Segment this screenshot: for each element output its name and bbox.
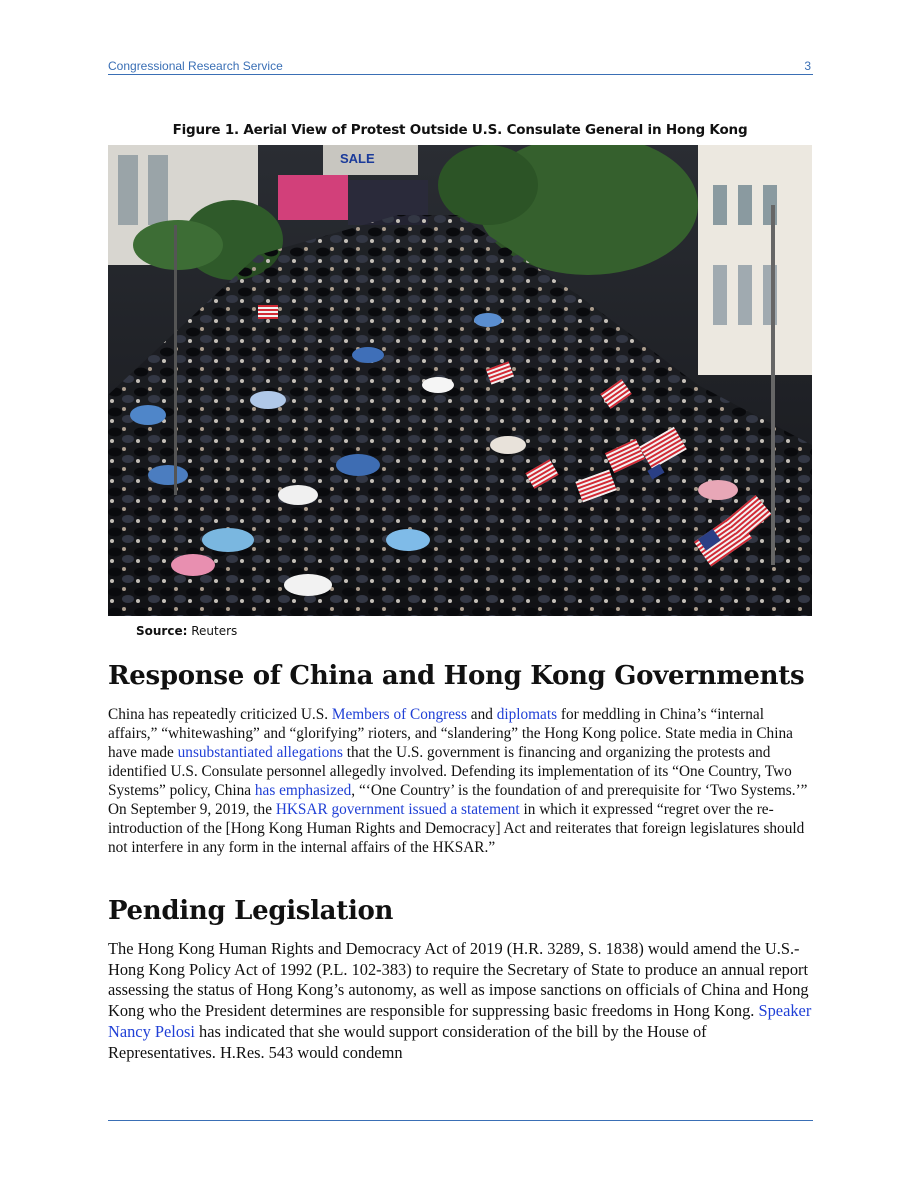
source-label: Source: xyxy=(136,624,188,638)
text-run: for meddling in China’s “internal affairs,” “whitewashing” and “glorifying” rioters, and “slandering” the Hong Kong police. State media in China have made xyxy=(108,706,793,761)
text-run: China has repeatedly criticized U.S. xyxy=(108,706,332,723)
header-organization: Congressional Research Service xyxy=(108,59,283,73)
link-has-emphasized[interactable]: has emphasized xyxy=(254,782,352,799)
figure-source xyxy=(136,624,237,638)
link-members-of-congress[interactable]: Members of Congress xyxy=(331,706,467,723)
link-speaker-pelosi[interactable]: Speaker Nancy Pelosi xyxy=(108,1001,812,1041)
text-run: and xyxy=(466,706,497,723)
protest-aerial-photo xyxy=(108,145,812,616)
link-diplomats[interactable]: diplomats xyxy=(496,706,558,723)
source-value: Reuters xyxy=(191,624,238,638)
link-hksar-statement[interactable]: HKSAR government issued a statement xyxy=(275,801,520,818)
paragraph-response xyxy=(108,705,814,857)
header-page-number: 3 xyxy=(804,59,811,73)
text-run: that the U.S. government is financing and organizing the protests and identified U.S. Consulate personnel allegedly involved. Defending its implementation of its “One Country, Two Systems” policy, China xyxy=(108,744,792,799)
photo-sign-text: SALE xyxy=(340,151,375,166)
text-run: , “‘One Country’ is the foundation of and prerequisite for ‘Two Systems.’” On September 9, 2019, the xyxy=(108,782,808,818)
footer-divider xyxy=(108,1120,813,1121)
section-heading-response: Response of China and Hong Kong Governments xyxy=(108,661,805,691)
text-run: has indicated that she would support consideration of the bill by the House of Representatives. H.Res. 543 would condemn xyxy=(108,1021,707,1062)
text-run: in which it expressed “regret over the re-introduction of the [Hong Kong Human Rights and Democracy] Act and reiterates that foreign legislatures should not interfere in any form in the internal affairs of the HKSAR.” xyxy=(108,801,805,856)
figure-caption: Figure 1. Aerial View of Protest Outside U.S. Consulate General in Hong Kong xyxy=(172,122,748,138)
section-heading-pending: Pending Legislation xyxy=(108,896,394,926)
text-run: The Hong Kong Human Rights and Democracy Act of 2019 (H.R. 3289, S. 1838) would amend the U.S.-Hong Kong Policy Act of 1992 (P.L. 102-383) to require the Secretary of State to produce an annual report assessing the status of Hong Kong’s autonomy, as well as impose sanctions on officials of China and Hong Kong who the President determines are responsible for suppressing basic freedoms in Hong Kong. xyxy=(108,939,809,1021)
paragraph-pending xyxy=(108,939,814,1063)
link-unsubstantiated-allegations[interactable]: unsubstantiated allegations xyxy=(177,744,343,761)
page-header xyxy=(108,58,813,75)
